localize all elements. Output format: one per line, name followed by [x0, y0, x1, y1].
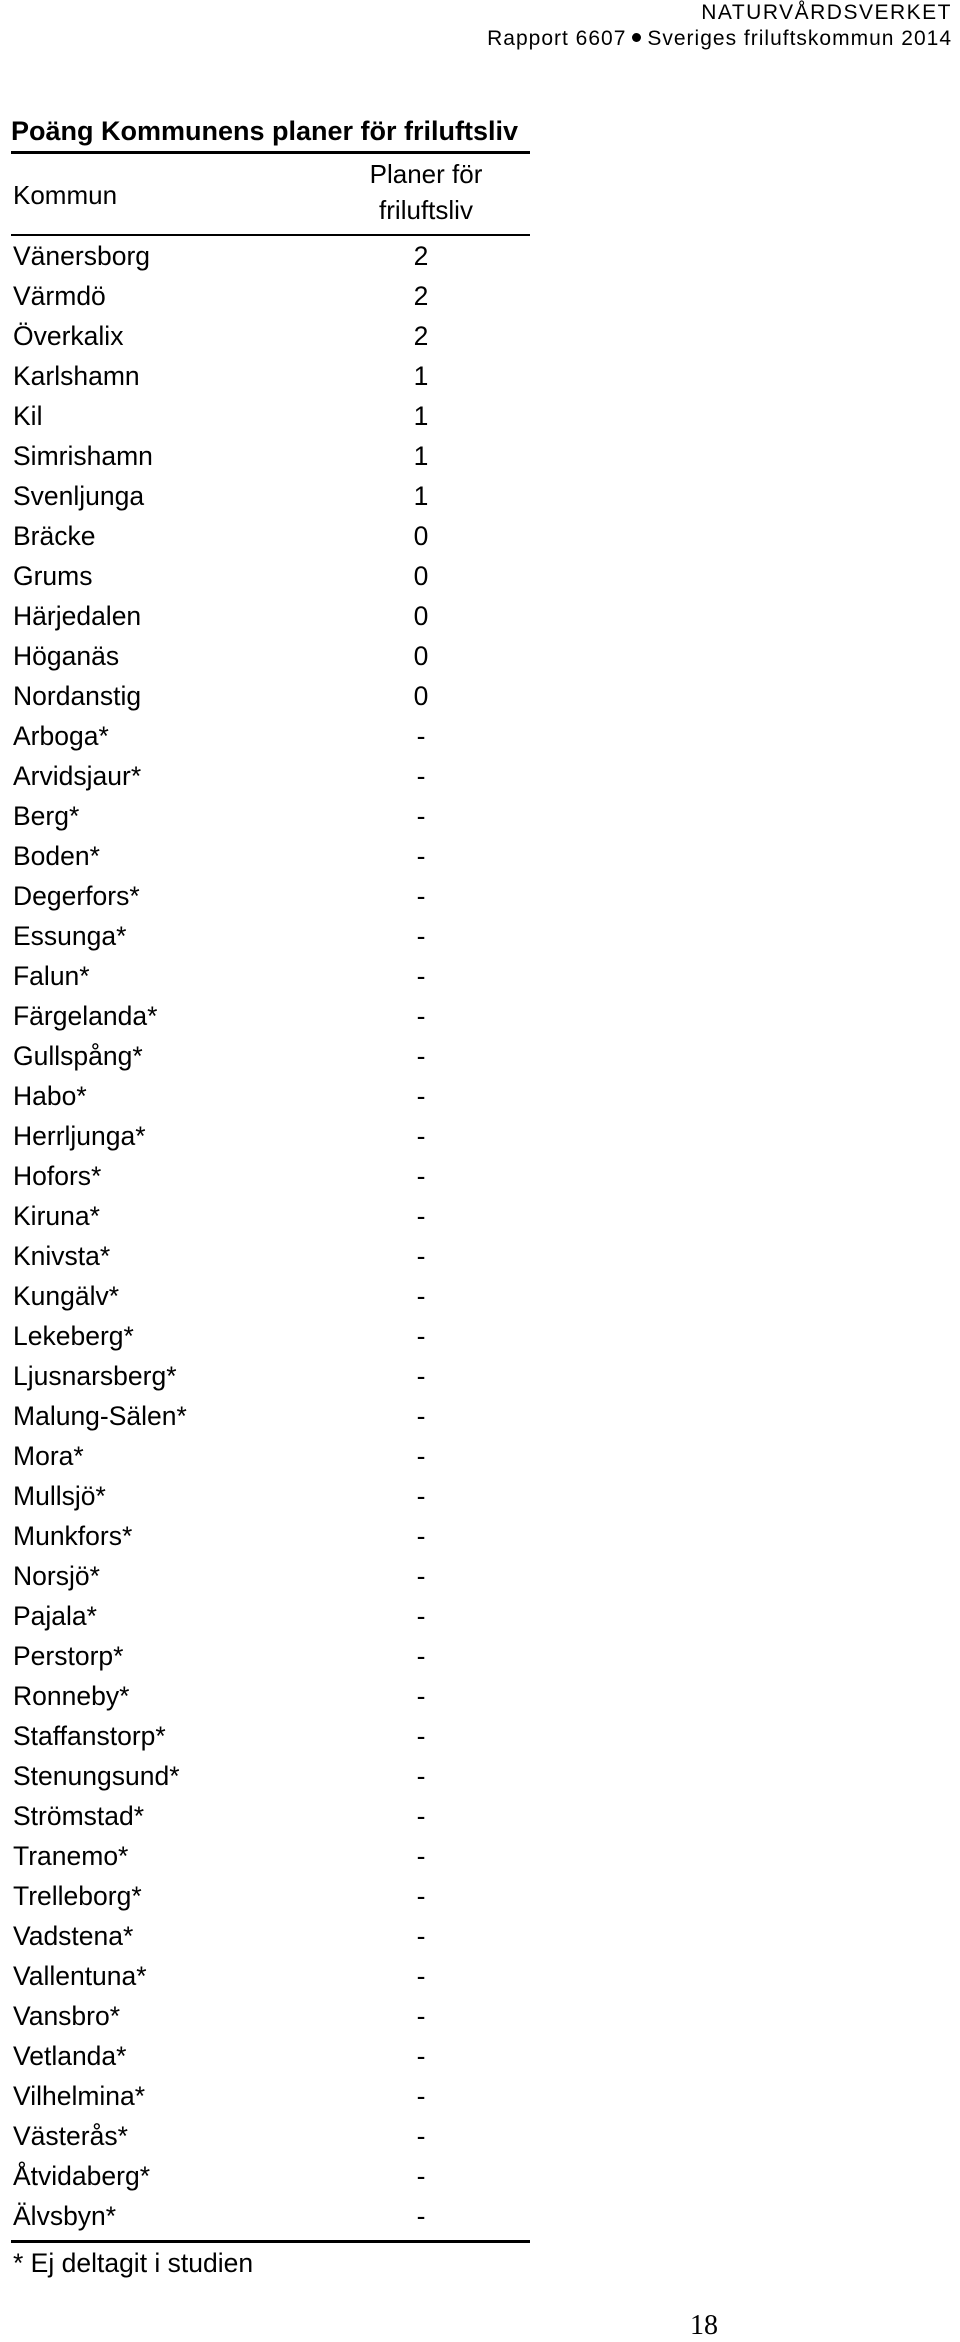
municipality-name: Vilhelmina*	[13, 2081, 146, 2111]
planning-score: -	[416, 1361, 426, 1391]
table-row	[11, 956, 530, 996]
table-row	[11, 2076, 530, 2116]
planning-score: -	[416, 1641, 426, 1671]
municipality-name: Berg*	[13, 801, 80, 831]
table-row	[11, 2196, 530, 2236]
municipality-name: Tranemo*	[13, 1841, 129, 1871]
planning-score: -	[416, 1281, 426, 1311]
planning-score: -	[416, 1881, 426, 1911]
planning-score: 0	[413, 641, 429, 671]
table-row	[11, 1036, 530, 1076]
municipality-name: Trelleborg*	[13, 1881, 142, 1911]
table-row	[11, 1516, 530, 1556]
planning-score: 2	[413, 321, 429, 351]
table-row	[11, 1956, 530, 1996]
municipality-name: Vallentuna*	[13, 1961, 147, 1991]
planning-score: -	[416, 1681, 426, 1711]
municipality-name: Åtvidaberg*	[13, 2161, 151, 2191]
table-title: Poäng Kommunens planer för friluftsliv	[11, 111, 530, 154]
municipality-name: Falun*	[13, 961, 90, 991]
page-header	[487, 0, 952, 52]
municipality-name: Munkfors*	[13, 1521, 133, 1551]
municipality-name: Vetlanda*	[13, 2041, 127, 2071]
municipality-name: Vadstena*	[13, 1921, 134, 1951]
municipality-name: Herrljunga*	[13, 1121, 146, 1151]
planning-score: -	[416, 1081, 426, 1111]
table-row	[11, 1436, 530, 1476]
planning-score: -	[416, 1121, 426, 1151]
municipality-name: Mullsjö*	[13, 1481, 106, 1511]
planning-score: -	[416, 801, 426, 831]
table-row	[11, 556, 530, 596]
municipality-name: Arboga*	[13, 721, 109, 751]
report-title: Sveriges friluftskommun 2014	[647, 27, 952, 50]
municipality-name: Härjedalen	[13, 601, 142, 631]
bullet-icon	[632, 33, 641, 42]
table-row	[11, 276, 530, 316]
table-row	[11, 396, 530, 436]
planning-score: -	[416, 2001, 426, 2031]
municipality-name: Kil	[13, 401, 43, 431]
municipality-name: Svenljunga	[13, 481, 145, 511]
municipality-name: Perstorp*	[13, 1641, 124, 1671]
municipality-name: Mora*	[13, 1441, 84, 1471]
planning-score: -	[416, 1401, 426, 1431]
table-row	[11, 356, 530, 396]
planning-score: -	[416, 1721, 426, 1751]
column-header-planer	[341, 156, 511, 228]
table-row	[11, 796, 530, 836]
planning-score: -	[416, 1921, 426, 1951]
table-row	[11, 1236, 530, 1276]
table-row	[11, 1316, 530, 1356]
table-row	[11, 476, 530, 516]
municipality-name: Kungälv*	[13, 1281, 120, 1311]
table-row	[11, 1476, 530, 1516]
table-row	[11, 1076, 530, 1116]
municipality-name: Staffanstorp*	[13, 1721, 166, 1751]
planning-score: 0	[413, 561, 429, 591]
planning-score: -	[416, 2161, 426, 2191]
table-row	[11, 1676, 530, 1716]
planning-score: -	[416, 881, 426, 911]
planning-score: 0	[413, 601, 429, 631]
planning-score: -	[416, 1201, 426, 1231]
planning-score: 1	[413, 441, 429, 471]
planning-score: -	[416, 1961, 426, 1991]
planning-score: -	[416, 841, 426, 871]
planning-score: 1	[413, 361, 429, 391]
planning-score: -	[416, 1841, 426, 1871]
planning-score: -	[416, 1801, 426, 1831]
table-row	[11, 1356, 530, 1396]
municipality-name: Boden*	[13, 841, 100, 871]
municipality-name: Knivsta*	[13, 1241, 111, 1271]
column-header-planer-line2: friluftsliv	[379, 195, 473, 225]
planning-score: -	[416, 2121, 426, 2151]
planning-score: -	[416, 1521, 426, 1551]
report-number: Rapport 6607	[487, 27, 627, 50]
municipality-name: Färgelanda*	[13, 1001, 158, 1031]
municipality-name: Pajala*	[13, 1601, 97, 1631]
table-row	[11, 1276, 530, 1316]
municipality-name: Habo*	[13, 1081, 87, 1111]
table-row	[11, 1116, 530, 1156]
table-row	[11, 2036, 530, 2076]
planning-score: 1	[413, 401, 429, 431]
municipality-name: Gullspång*	[13, 1041, 143, 1071]
planning-score: -	[416, 761, 426, 791]
table-row	[11, 996, 530, 1036]
municipality-name: Hofors*	[13, 1161, 102, 1191]
table-row	[11, 1156, 530, 1196]
table-row	[11, 1796, 530, 1836]
table-row	[11, 1556, 530, 1596]
municipality-name: Lekeberg*	[13, 1321, 134, 1351]
table-row	[11, 516, 530, 556]
planning-score: -	[416, 2041, 426, 2071]
table-row	[11, 316, 530, 356]
municipality-name: Karlshamn	[13, 361, 140, 391]
municipality-name: Bräcke	[13, 521, 96, 551]
table-row	[11, 1756, 530, 1796]
municipality-name: Ronneby*	[13, 1681, 130, 1711]
table-row	[11, 596, 530, 636]
table-body	[11, 236, 530, 2236]
table-row	[11, 1636, 530, 1676]
table-header	[11, 154, 530, 236]
municipality-name: Degerfors*	[13, 881, 140, 911]
planning-score: -	[416, 2201, 426, 2231]
municipality-name: Västerås*	[13, 2121, 128, 2151]
planning-score: 2	[413, 241, 429, 271]
planning-score: 1	[413, 481, 429, 511]
municipality-name: Essunga*	[13, 921, 127, 951]
planning-score: -	[416, 1241, 426, 1271]
column-header-planer-line1: Planer för	[369, 159, 483, 189]
planning-score: -	[416, 1561, 426, 1591]
table-row	[11, 1716, 530, 1756]
municipality-name: Kiruna*	[13, 1201, 100, 1231]
table-row	[11, 1876, 530, 1916]
table-row	[11, 1836, 530, 1876]
table-row	[11, 1396, 530, 1436]
table-row	[11, 236, 530, 276]
table-row	[11, 1196, 530, 1236]
planning-score: 0	[413, 521, 429, 551]
table-row	[11, 2116, 530, 2156]
planning-score: -	[416, 1601, 426, 1631]
planning-score: -	[416, 721, 426, 751]
municipality-name: Simrishamn	[13, 441, 153, 471]
table-row	[11, 1596, 530, 1636]
table-row	[11, 716, 530, 756]
planning-score: -	[416, 1321, 426, 1351]
page-number: 18	[690, 2310, 718, 2341]
municipality-name: Arvidsjaur*	[13, 761, 142, 791]
municipality-name: Nordanstig	[13, 681, 142, 711]
municipality-name: Norsjö*	[13, 1561, 100, 1591]
planning-score: -	[416, 1761, 426, 1791]
municipality-name: Värmdö	[13, 281, 106, 311]
planning-score: -	[416, 961, 426, 991]
planning-score: 2	[413, 281, 429, 311]
column-header-kommun: Kommun	[13, 180, 118, 210]
municipality-name: Älvsbyn*	[13, 2201, 117, 2231]
planning-score: -	[416, 1041, 426, 1071]
planning-score: -	[416, 1481, 426, 1511]
municipality-name: Höganäs	[13, 641, 120, 671]
table-row	[11, 676, 530, 716]
organization-name: NATURVÅRDSVERKET	[701, 1, 952, 24]
municipality-name: Vänersborg	[13, 241, 151, 271]
table-row	[11, 836, 530, 876]
table-row	[11, 916, 530, 956]
table-row	[11, 1916, 530, 1956]
municipality-name: Ljusnarsberg*	[13, 1361, 177, 1391]
municipality-name: Vansbro*	[13, 2001, 121, 2031]
table-row	[11, 2156, 530, 2196]
planning-score: 0	[413, 681, 429, 711]
municipality-name: Stenungsund*	[13, 1761, 180, 1791]
planning-score: -	[416, 1001, 426, 1031]
score-table	[11, 111, 530, 2283]
municipality-name: Malung-Sälen*	[13, 1401, 187, 1431]
table-row	[11, 876, 530, 916]
planning-score: -	[416, 1161, 426, 1191]
planning-score: -	[416, 2081, 426, 2111]
municipality-name: Grums	[13, 561, 93, 591]
table-row	[11, 636, 530, 676]
municipality-name: Strömstad*	[13, 1801, 145, 1831]
table-row	[11, 436, 530, 476]
report-line	[487, 26, 952, 52]
municipality-name: Överkalix	[13, 321, 124, 351]
planning-score: -	[416, 921, 426, 951]
table-row	[11, 756, 530, 796]
table-row	[11, 1996, 530, 2036]
table-footnote: * Ej deltagit i studien	[13, 2248, 254, 2278]
planning-score: -	[416, 1441, 426, 1471]
